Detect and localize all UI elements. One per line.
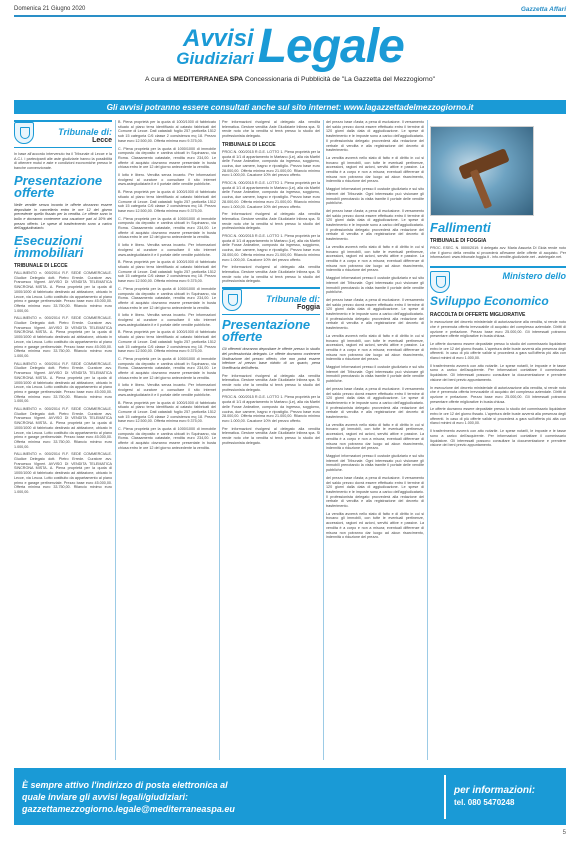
masthead-giudiziari: Giudiziari [176,48,254,68]
ministry-box [430,266,566,308]
header-rule [14,15,566,17]
column-4 [326,120,424,760]
notice-text: Il lotto è libero. Vendita senza incanto. Per informazioni rivolgersi al curatore o consultare il sito internet www.astegiudiziarie.it e il portale delle vendite pubbliche. [118,243,216,257]
notice-text: del prezzo base d'asta; a pena di esclusione. Il versamento del saldo prezzo dovrà essere effettuato entro il termine di 120 giorni dalla data di aggiudicazione. Le spese di trasferimento e le imposte sono a carico dell'aggiudicatario. Il professionista delegato provvederà alla redazione del verbale di vendita e alla registrazione del decreto di trasferimento. [326,475,424,509]
coat-of-arms-icon [222,289,242,311]
notice-text: del prezzo base d'asta; a pena di esclusione. Il versamento del saldo prezzo dovrà essere effettuato entro il termine di 120 giorni dalla data di aggiudicazione. Le spese di trasferimento e le imposte sono a carico dell'aggiudicatario. Il professionista delegato provvederà alla redazione del verbale di vendita e alla registrazione del decreto di trasferimento. [326,386,424,420]
notice-text-repeat: FALLIMENTO n. 000/2014 R.F. SEDE COMMERCIALE. Giudice Delegato dott. Pietro Errede. Curatore avv. Francesco Vigneri. AVVISO DI VENDITA TELEMATICA SINCRONA MISTA. A. Piena proprietà per la quota di 1000/1000 di fabbricato destinato ad abitazione, ubicato in Lecce, via Leuca. Lotto costituito da appartamento al piano primo e garage pertinenziale. Prezzo base euro 45.000,00. Offerta minima euro 33.750,00. Rilancio minimo euro 1.000,00. [14,452,112,494]
notice-text: Il trasferimento avverrà con atto notarile. Le spese notarili, le imposte e le tasse sono a carico dell'acquirente. Per informazioni contattare il commissario liquidatore. Gli interessati possono consultare la documentazione e prendere visione dei beni previo appuntamento. [430,429,566,448]
footer-divider [444,775,446,819]
notice-text: PROC.N. 000/2015 R.G.E. LOTTO 1. Piena proprietà per la quota di 1/1 di appartamento in Martano (Le), alla via Martiri delle Fosse Ardeatine, composto da ingresso, soggiorno, cucina, due camere, bagno e ripostiglio. Prezzo base euro 28.000,00. Offerta minima euro 21.000,00. Rilancio minimo euro 1.000,00. Cauzione 10% del prezzo offerto. [222,234,320,262]
section-text-offerte: Gli offerenti dovranno depositare le offerte presso lo studio del professionista delegato. Le offerte dovranno contenere l'indicazione del prezzo offerto, che non potrà essere inferiore al prezzo base ridotto di un quarto, pena l'inefficacia dell'offerta. [222,347,320,370]
notice-text: PROC.N. 000/2015 R.G.E. LOTTO 1. Piena proprietà per la quota di 1/1 di appartamento in Martano (Le), alla via Martiri delle Fosse Ardeatine, composto da ingresso, soggiorno, cucina, due camere, bagno e ripostiglio. Prezzo base euro 28.000,00. Offerta minima euro 21.000,00. Rilancio minimo euro 1.000,00. Cauzione 10% del prezzo offerto. [222,181,320,209]
notice-text: PROC. ESEC. N. 0000/2019. Il delegato avv. Maria Assunta Di Gioia rende noto che il giorno della vendita si procederà all'esame delle offerte di acquisto. Per informazioni: www.tribunale.foggia.it - info.vendite-giudiziarie.net - astelegale.net. [430,246,566,260]
notice-text: C. Piena proprietà per la quota di 1000/1000 di immobile composto da deposito e cantina ubicati in Squinzano, via Roma. Classamento catastale, rendita euro 234,00. Le offerte di acquisto dovranno essere presentate in busta chiusa entro le ore 12 del giorno antecedente la vendita. [118,146,216,170]
notice-text: Per informazioni rivolgersi al delegato alla vendita telematica. Gestore vendita: Aste Giudiziarie Inlinea spa. Si rende noto che la vendita si terrà presso lo studio del professionista delegato. [222,265,320,284]
notice-text: Maggiori informazioni presso il custode giudiziario e sul sito internet del Tribunale. Ogni interessato può visionare gli immobili prenotando la visita tramite il portale delle vendite pubbliche. [326,276,424,295]
notice-text-repeat: FALLIMENTO n. 000/2014 R.F. SEDE COMMERCIALE. Giudice Delegato dott. Pietro Errede. Curatore avv. Francesco Vigneri. AVVISO DI VENDITA TELEMATICA SINCRONA MISTA. A. Piena proprietà per la quota di 1000/1000 di fabbricato destinato ad abitazione, ubicato in Lecce, via Leuca. Lotto costituito da appartamento al piano primo e garage pertinenziale. Prezzo base euro 45.000,00. Offerta minima euro 33.750,00. Rilancio minimo euro 1.000,00. [14,361,112,404]
notice-text: Per informazioni rivolgersi al delegato alla vendita telematica. Gestore vendita: Aste Giudiziarie Inlinea spa. Si rende noto che la vendita si terrà presso lo studio del professionista delegato. [222,373,320,392]
notice-text: C. Piena proprietà per la quota di 1000/1000 di immobile composto da deposito e cantina ubicati in Squinzano, via Roma. Classamento catastale, rendita euro 234,00. Le offerte di acquisto dovranno essere presentate in busta chiusa entro le ore 12 del giorno antecedente la vendita. [118,286,216,310]
notice-text: B. Piena proprietà per la quota di 1000/1000 di fabbricato situato al piano terra identificato al catasto fabbricati del Comune di Lecce. Dati catastali: foglio 257 particella 1512 sub 15 categoria C/6 classe 2 consistenza mq 18. Prezzo base euro 12.500,00. Offerta minima euro 9.375,00. [118,260,216,284]
page-header [14,4,566,14]
notice-text-repeat: FALLIMENTO n. 000/2014 R.F. SEDE COMMERCIALE. Giudice Delegato dott. Pietro Errede. Curatore avv. Francesco Vigneri. AVVISO DI VENDITA TELEMATICA SINCRONA MISTA. A. Piena proprietà per la quota di 1000/1000 di fabbricato destinato ad abitazione, ubicato in Lecce, via Leuca. Lotto costituito da appartamento al piano primo e garage pertinenziale. Prezzo base euro 45.000,00. Offerta minima euro 33.750,00. Rilancio minimo euro 1.000,00. [14,316,112,358]
footer-email[interactable]: gazzettamezzogiorno.legale@mediterraneaspa.eu [22,803,235,814]
notice-text: PROC.N. 000/2015 R.G.E. LOTTO 1. Piena proprietà per la quota di 1/1 di appartamento in Martano (Le), alla via Martiri delle Fosse Ardeatine, composto da ingresso, soggiorno, cucina, due camere, bagno e ripostiglio. Prezzo base euro 28.000,00. Offerta minima euro 21.000,00. Rilancio minimo euro 1.000,00. Cauzione 10% del prezzo offerto. [222,395,320,423]
ministry-label: Ministero dello [502,271,566,282]
notice-text: Maggiori informazioni presso il custode giudiziario e sul sito internet del Tribunale. Ogni interessato può visionare gli immobili prenotando la visita tramite il portale delle vendite pubbliche. [326,187,424,206]
subtitle-suffix: Concessionaria di Pubblicità de "La Gazzetta del Mezzogiorno" [243,76,436,83]
masthead-left [176,24,254,68]
footer-banner [14,768,566,825]
notice-text: Il lotto è libero. Vendita senza incanto. Per informazioni rivolgersi al curatore o consultare il sito internet www.astegiudiziarie.it e il portale delle vendite pubbliche. [118,383,216,397]
notice-text: B. Piena proprietà per la quota di 1000/1000 di fabbricato situato al piano terra identificato al catasto fabbricati del Comune di Lecce. Dati catastali: foglio 257 particella 1512 sub 15 categoria C/6 classe 2 consistenza mq 18. Prezzo base euro 12.500,00. Offerta minima euro 9.375,00. [118,330,216,354]
notice-text: B. Piena proprietà per la quota di 1000/1000 di fabbricato situato al piano terra identificato al catasto fabbricati del Comune di Lecce. Dati catastali: foglio 257 particella 1512 sub 15 categoria C/6 classe 2 consistenza mq 18. Prezzo base euro 12.500,00. Offerta minima euro 9.375,00. [118,400,216,424]
masthead-subtitle [145,76,435,83]
footer-info-label: per informazioni: [454,785,536,796]
notice-text: C. Piena proprietà per la quota di 1000/1000 di immobile composto da deposito e cantina ubicati in Squinzano, via Roma. Classamento catastale, rendita euro 234,00. Le offerte di acquisto dovranno essere presentate in busta chiusa entro le ore 12 del giorno antecedente la vendita. [118,427,216,450]
tribunal-lecce-box [14,120,112,148]
footer-line-1: È sempre attivo l'indirizzo di posta elettronica al [22,779,228,790]
tribunal-city: Foggia [297,304,320,312]
masthead-avvisi: Avvisi [182,24,254,52]
tribunal-label: Tribunale di: [266,294,320,305]
tribunal-foggia-box [222,287,320,315]
subtitle-prefix: A cura di [144,76,174,83]
notice-text: del prezzo base d'asta; a pena di esclusione. Il versamento del saldo prezzo dovrà essere effettuato entro il termine di 120 giorni dalla data di aggiudicazione. Le spese di trasferimento e le imposte sono a carico dell'aggiudicatario. Il professionista delegato provvederà alla redazione del verbale di vendita e alla registrazione del decreto di trasferimento. [326,297,424,331]
notice-text: B. Piena proprietà per la quota di 1000/1000 di fabbricato situato al piano terra identificato al catasto fabbricati del Comune di Lecce. Dati catastali: foglio 257 particella 1512 sub 15 categoria C/6 classe 2 consistenza mq 18. Prezzo base euro 12.500,00. Offerta minima euro 9.375,00. [118,190,216,213]
masthead-legale: Legale [257,20,404,73]
notice-heading: RACCOLTA DI OFFERTE MIGLIORATIVE [430,312,526,319]
column-2 [118,120,216,760]
gavel-handle-icon [470,169,492,209]
column-1 [14,120,112,760]
auction-gavel-photo [430,126,534,216]
footer-email-block [14,779,436,815]
notice-text: Il lotto è libero. Vendita senza incanto. Per informazioni rivolgersi al curatore o consultare il sito internet www.astegiudiziarie.it e il portale delle vendite pubbliche. [118,313,216,327]
column-3 [222,120,320,760]
notice-text: In esecuzione del decreto ministeriale di autorizzazione alla vendita, si rende noto che è pervenuta offerta irrevocabile di acquisto del complesso aziendale. Diritti di opzione e prelazione. Prezzo base euro 25.000,00. Gli interessati potranno presentare offerte migliorative in busta chiusa. [430,385,566,404]
brand-logo: Gazzetta Affari [520,5,566,13]
tribunal-label: Tribunale di: [58,127,112,137]
footer-phone[interactable]: tel. 080 5470248 [454,798,515,807]
notice-text: C. Piena proprietà per la quota di 1000/1000 di immobile composto da deposito e cantina ubicati in Squinzano, via Roma. Classamento catastale, rendita euro 234,00. Le offerte di acquisto dovranno essere presentate in busta chiusa entro le ore 12 del giorno antecedente la vendita. [118,216,216,240]
notice-text: del prezzo base d'asta; a pena di esclusione. Il versamento del saldo prezzo dovrà essere effettuato entro il termine di 120 giorni dalla data di aggiudicazione. Le spese di trasferimento e le imposte sono a carico dell'aggiudicatario. Il professionista delegato provvederà alla redazione del verbale di vendita e alla registrazione del decreto di trasferimento. [326,208,424,242]
column-divider [219,120,220,760]
notice-text: La vendita avverrà nello stato di fatto e di diritto in cui si trovano gli immobili, con tutte le eventuali pertinenze, accessioni, ragioni ed azioni, servitù attive e passive. La vendita è a corpo e non a misura; eventuali differenze di misura non potranno dar luogo ad alcun risarcimento, indennità o riduzione del prezzo. [326,511,424,540]
section-text-offerte: Nelle vendite senza incanto le offerte dovranno essere depositate in cancelleria entro le ore 12 del giorno precedente quello fissato per la vendita. Le offerte sono in bollo e dovranno contenere una cauzione pari al 10% del prezzo offerto. Le spese di trasferimento sono a carico dell'aggiudicatario. [14,202,112,231]
masthead-title [176,20,404,73]
notice-text: Le offerte dovranno essere depositate presso lo studio del commissario liquidatore entro le ore 12 del giorno fissato. L'apertura delle buste avverrà alla presenza degli offerenti. In caso di più offerte valide si procederà a gara sull'offerta più alta con rilanci minimi di euro 1.000,00. [430,407,566,426]
notice-text: Per informazioni rivolgersi al delegato alla vendita telematica. Gestore vendita: Aste Giudiziarie Inlinea spa. Si rende noto che la vendita si terrà presso lo studio del professionista delegato. [222,120,320,139]
notice-text: Le offerte dovranno essere depositate presso lo studio del commissario liquidatore entro le ore 12 del giorno fissato. L'apertura delle buste avverrà alla presenza degli offerenti. In caso di più offerte valide si procederà a gara sull'offerta più alta con rilanci minimi di euro 1.000,00. [430,341,566,361]
intro-text: In base all'accordo intervenuto tra il Tribunale di Lecce e la A.C.I. i partecipanti alle aste giudiziarie hanno la possibilità di ottenere mutui e aste e condizioni economiche presso le banche convenzionate. [14,152,112,171]
notice-text: PROC.N. 000/2015 R.G.E. LOTTO 1. Piena proprietà per la quota di 1/1 di appartamento in Martano (Le), alla via Martiri delle Fosse Ardeatine, composto da ingresso, soggiorno, cucina, due camere, bagno e ripostiglio. Prezzo base euro 28.000,00. Offerta minima euro 21.000,00. Rilancio minimo euro 1.000,00. Cauzione 10% del prezzo offerto. [222,149,320,178]
section-title-fallimenti: Fallimenti [430,220,491,235]
tribunal-city: Lecce [92,137,112,144]
notice-heading: TRIBUNALE DI LECCE [222,141,276,148]
tribunal-heading [58,127,112,144]
footer-line-2: quale inviare gli avvisi legali/giudiziari: [22,791,189,802]
notice-text: Maggiori informazioni presso il custode giudiziario e sul sito internet del Tribunale. Ogni interessato può visionare gli immobili prenotando la visita tramite il portale delle vendite pubbliche. [326,454,424,473]
column-divider [115,120,116,760]
subtitle-company: MEDITERRANEA SPA [173,76,244,83]
notice-text-repeat: FALLIMENTO n. 000/2014 R.F. SEDE COMMERCIALE. Giudice Delegato dott. Pietro Errede. Curatore avv. Francesco Vigneri. AVVISO DI VENDITA TELEMATICA SINCRONA MISTA. A. Piena proprietà per la quota di 1000/1000 di fabbricato destinato ad abitazione, ubicato in Lecce, via Leuca. Lotto costituito da appartamento al piano primo e garage pertinenziale. Prezzo base euro 45.000,00. Offerta minima euro 33.750,00. Rilancio minimo euro 1.000,00. [14,407,112,449]
notice-text: Il trasferimento avverrà con atto notarile. Le spese notarili, le imposte e le tasse sono a carico dell'acquirente. Per informazioni contattare il commissario liquidatore. Gli interessati possono consultare la documentazione e prendere visione dei beni previo appuntamento. [430,363,566,382]
notice-text: La vendita avverrà nello stato di fatto e di diritto in cui si trovano gli immobili, con tutte le eventuali pertinenze, accessioni, ragioni ed azioni, servitù attive e passive. La vendita è a corpo e non a misura; eventuali differenze di misura non potranno dar luogo ad alcun risarcimento, indennità o riduzione del prezzo. [326,155,424,184]
masthead [14,18,566,100]
column-divider [323,120,324,760]
page-number: 5 [562,830,566,836]
notice-heading: TRIBUNALE DI FOGGIA [430,238,487,244]
coat-of-arms-icon [14,122,34,144]
column-5 [430,120,566,760]
notice-text: del prezzo base d'asta; a pena di esclusione. Il versamento del saldo prezzo dovrà essere effettuato entro il termine di 120 giorni dalla data di aggiudicazione. Le spese di trasferimento e le imposte sono a carico dell'aggiudicatario. Il professionista delegato provvederà alla redazione del verbale di vendita e alla registrazione del decreto di trasferimento. [326,120,424,153]
column-divider [427,120,428,760]
ministry-heading [430,271,566,293]
notice-text: In esecuzione del decreto ministeriale di autorizzazione alla vendita, si rende noto che è pervenuta offerta irrevocabile di acquisto del complesso aziendale. Diritti di opzione e prelazione. Prezzo base euro 25.000,00. Gli interessati potranno presentare offerte migliorative in busta chiusa. [430,320,566,339]
footer-info-block [454,785,566,808]
notice-text: B. Piena proprietà per la quota di 1000/1000 di fabbricato situato al piano terra identificato al catasto fabbricati del Comune di Lecce. Dati catastali: foglio 257 particella 1512 sub 15 categoria C/6 classe 2 consistenza mq 18. Prezzo base euro 12.500,00. Offerta minima euro 9.375,00. [118,120,216,143]
notice-text: Il lotto è libero. Vendita senza incanto. Per informazioni rivolgersi al curatore o consultare il sito internet www.astegiudiziarie.it e il portale delle vendite pubbliche. [118,173,216,187]
tribunal-heading [266,294,320,311]
notice-text: FALLIMENTO n. 000/2014 R.F. SEDE COMMERCIALE. Giudice Delegato dott. Pietro Errede. Curatore avv. Francesco Vigneri. AVVISO DI VENDITA TELEMATICA SINCRONA MISTA. A. Piena proprietà per la quota di 1000/1000 di fabbricato destinato ad abitazione, ubicato in Lecce, via Leuca. Lotto costituito da appartamento al piano primo e garage pertinenziale. Prezzo base euro 45.000,00. Offerta minima euro 33.750,00. Rilancio minimo euro 1.000,00. [14,271,112,313]
notice-text: Per informazioni rivolgersi al delegato alla vendita telematica. Gestore vendita: Aste Giudiziarie Inlinea spa. Si rende noto che la vendita si terrà presso lo studio del professionista delegato. [222,212,320,231]
notice-text: La vendita avverrà nello stato di fatto e di diritto in cui si trovano gli immobili, con tutte le eventuali pertinenze, accessioni, ragioni ed azioni, servitù attive e passive. La vendita è a corpo e non a misura; eventuali differenze di misura non potranno dar luogo ad alcun risarcimento, indennità o riduzione del prezzo. [326,422,424,451]
website-banner [14,100,566,114]
notice-text: C. Piena proprietà per la quota di 1000/1000 di immobile composto da deposito e cantina ubicati in Squinzano, via Roma. Classamento catastale, rendita euro 234,00. Le offerte di acquisto dovranno essere presentate in busta chiusa entro le ore 12 del giorno antecedente la vendita. [118,356,216,380]
notice-text: La vendita avverrà nello stato di fatto e di diritto in cui si trovano gli immobili, con tutte le eventuali pertinenze, accessioni, ragioni ed azioni, servitù attive e passive. La vendita è a corpo e non a misura; eventuali differenze di misura non potranno dar luogo ad alcun risarcimento, indennità o riduzione del prezzo. [326,333,424,362]
section-title-esecuzioni: Esecuzioni immobiliari [14,233,84,261]
section-title-offerte: Presentazione offerte [14,172,103,200]
ministry-title: Sviluppo Economico [430,294,549,309]
emblem-icon [430,271,450,293]
notice-text: Per informazioni rivolgersi al delegato alla vendita telematica. Gestore vendita: Aste Giudiziarie Inlinea spa. Si rende noto che la vendita si terrà presso lo studio del professionista delegato. [222,426,320,445]
issue-date: Domenica 21 Giugno 2020 [14,6,86,12]
banner-text: Gli avvisi potranno essere consultati anche sul sito internet: www.lagazzettadelmezzogiorno.it [106,102,474,112]
section-title-offerte: Presentazione offerte [222,317,311,345]
content-columns [14,120,566,760]
notice-text: La vendita avverrà nello stato di fatto e di diritto in cui si trovano gli immobili, con tutte le eventuali pertinenze, accessioni, ragioni ed azioni, servitù attive e passive. La vendita è a corpo e non a misura; eventuali differenze di misura non potranno dar luogo ad alcun risarcimento, indennità o riduzione del prezzo. [326,244,424,273]
gavel-head-icon [458,148,510,180]
notice-text: Maggiori informazioni presso il custode giudiziario e sul sito internet del Tribunale. Ogni interessato può visionare gli immobili prenotando la visita tramite il portale delle vendite pubbliche. [326,365,424,384]
notice-heading: TRIBUNALE DI LECCE [14,263,68,270]
